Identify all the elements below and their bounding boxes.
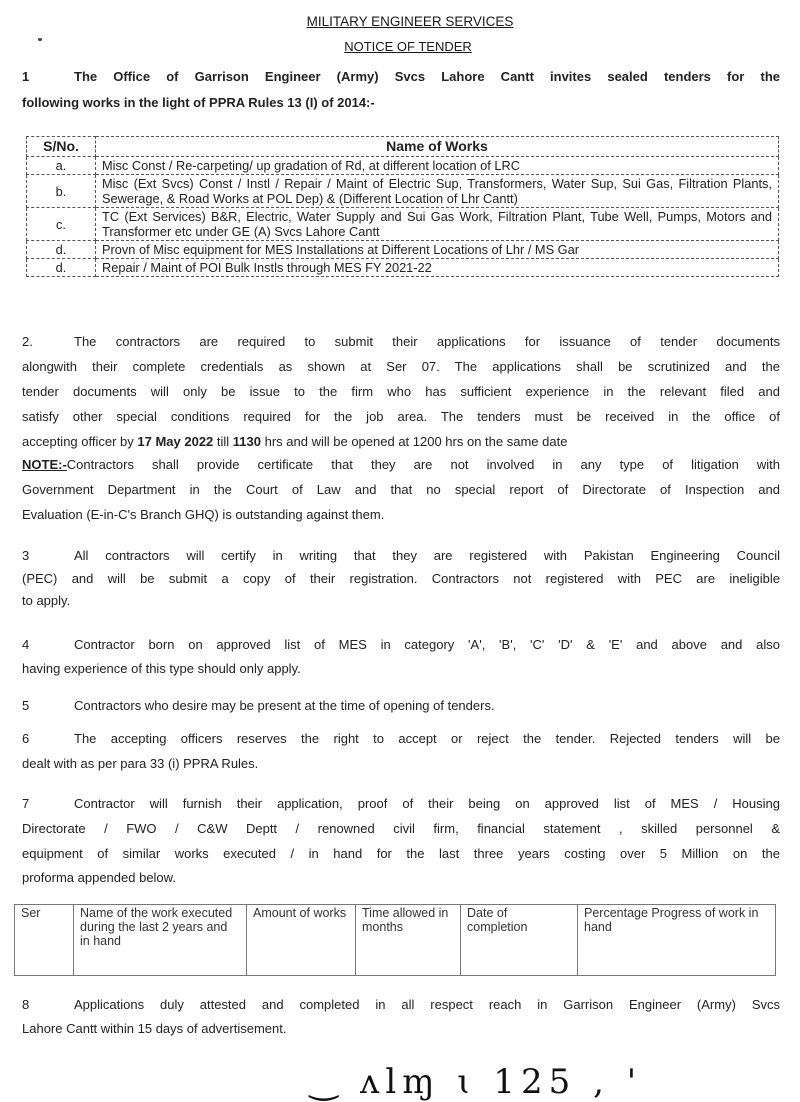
para-7-line-2: Directorate / FWO / C&W Deptt / renowned civil firm, financial statement , skilled personnel & (22, 821, 780, 836)
works-table-header (27, 137, 779, 157)
para-2-line-2: alongwith their complete credentials as shown at Ser 07. The applications shall be scrutinized and the (22, 359, 780, 374)
para-7-line-3: equipment of similar works executed / in hand for the last three years costing over 5 Million on the (22, 846, 780, 861)
works-table (26, 136, 779, 277)
table-row (27, 208, 779, 241)
para-1-line-2: following works in the light of PPRA Rules 13 (I) of 2014:- (22, 95, 375, 110)
para-1-line-1: 1 The Office of Garrison Engineer (Army) Svcs Lahore Cantt invites sealed tenders for the (22, 69, 780, 84)
deadline-time: 1130 (232, 434, 261, 449)
para-3-line-2: (PEC) and will be submit a copy of their registration. Contractors not registered with PEC are ineligible (22, 571, 780, 586)
para-4-line-1: 4 Contractor born on approved list of MES in category 'A', 'B', 'C' 'D' & 'E' and above and also (22, 637, 780, 652)
header-date-completion: Date of completion (461, 905, 578, 976)
para-8-line-2: Lahore Cantt within 15 days of advertisement. (22, 1021, 287, 1036)
note-label: NOTE:- (22, 457, 67, 472)
para-7-line-1: 7 Contractor will furnish their application, proof of their being on approved list of MES / Housing (22, 796, 780, 811)
header-work-name: Name of the work executed during the last 2 years and in hand (74, 905, 247, 976)
table-row (27, 175, 779, 208)
handwritten-annotation: ‿ ʌlɱ ɩ 125 , ' (310, 1062, 643, 1102)
proforma-header-row (15, 905, 776, 976)
para-2-line-1: 2. The contractors are required to submit their applications for issuance of tender documents (22, 334, 780, 349)
header-time-allowed: Time allowed in months (356, 905, 461, 976)
org-title: MILITARY ENGINEER SERVICES (306, 14, 514, 29)
proforma-table (14, 904, 776, 976)
note-line-3: Evaluation (E-in-C's Branch GHQ) is outstanding against them. (22, 507, 385, 522)
para-3-line-3: to apply. (22, 593, 71, 608)
para-3-line-1: 3 All contractors will certify in writing that they are registered with Pakistan Engineering Council (22, 548, 780, 563)
para-8-line-1: 8 Applications duly attested and completed in all respect reach in Garrison Engineer (Army) Svcs (22, 997, 780, 1012)
para-7-line-4: proforma appended below. (22, 870, 176, 885)
row-sno: d. (27, 241, 96, 259)
row-work-name: Provn of Misc equipment for MES Installations at Different Locations of Lhr / MS Gar (96, 241, 779, 259)
header-percentage-progress: Percentage Progress of work in hand (578, 905, 776, 976)
para-4-line-2: having experience of this type should only apply. (22, 661, 301, 676)
para-2-line-4: satisfy other special conditions required for the job area. The tenders must be received in the office of (22, 409, 780, 424)
para-2-line-3: tender documents will only be issue to the firm who has sufficient experience in the relevant filed and (22, 384, 780, 399)
row-work-name: Misc (Ext Svcs) Const / Instl / Repair / Maint of Electric Sup, Transformers, Water Sup, Sui Gas, Filtration Plants, Sewerage, & Road Works at POL Dep) & (Different Location of Lhr Cantt) (96, 175, 779, 208)
row-work-name: Misc Const / Re-carpeting/ up gradation of Rd, at different location of LRC (96, 157, 779, 175)
para-2-line-5: accepting officer by 17 May 2022 till 1130 hrs and will be opened at 1200 hrs on the same date (22, 434, 568, 449)
para-6-line-2: dealt with as per para 33 (i) PPRA Rules. (22, 756, 259, 771)
table-row (27, 241, 779, 259)
note-line-1: NOTE:-Contractors shall provide certificate that they are not involved in any type of litigation with (22, 457, 780, 472)
row-sno: b. (27, 175, 96, 208)
deadline-date: 17 May 2022 (137, 434, 214, 449)
row-sno: d. (27, 259, 96, 277)
header-sno: S/No. (27, 137, 96, 157)
row-sno: a. (27, 157, 96, 175)
header-amount: Amount of works (247, 905, 356, 976)
note-line-2: Government Department in the Court of Law and that no special report of Directorate of Inspection and (22, 482, 780, 497)
notice-title: NOTICE OF TENDER (344, 39, 472, 54)
para-5-line-1: 5 Contractors who desire may be present at the time of opening of tenders. (22, 698, 495, 713)
row-work-name: TC (Ext Services) B&R, Electric, Water Supply and Sui Gas Work, Filtration Plant, Tube Well, Pumps, Motors and Transformer etc under GE (A) Svcs Lahore Cantt (96, 208, 779, 241)
table-row (27, 157, 779, 175)
table-row (27, 259, 779, 277)
row-work-name: Repair / Maint of POI Bulk Instls through MES FY 2021-22 (96, 259, 779, 277)
para-6-line-1: 6 The accepting officers reserves the right to accept or reject the tender. Rejected tenders will be (22, 731, 780, 746)
row-sno: c. (27, 208, 96, 241)
header-name-of-works: Name of Works (96, 137, 779, 157)
header-ser: Ser (15, 905, 74, 976)
